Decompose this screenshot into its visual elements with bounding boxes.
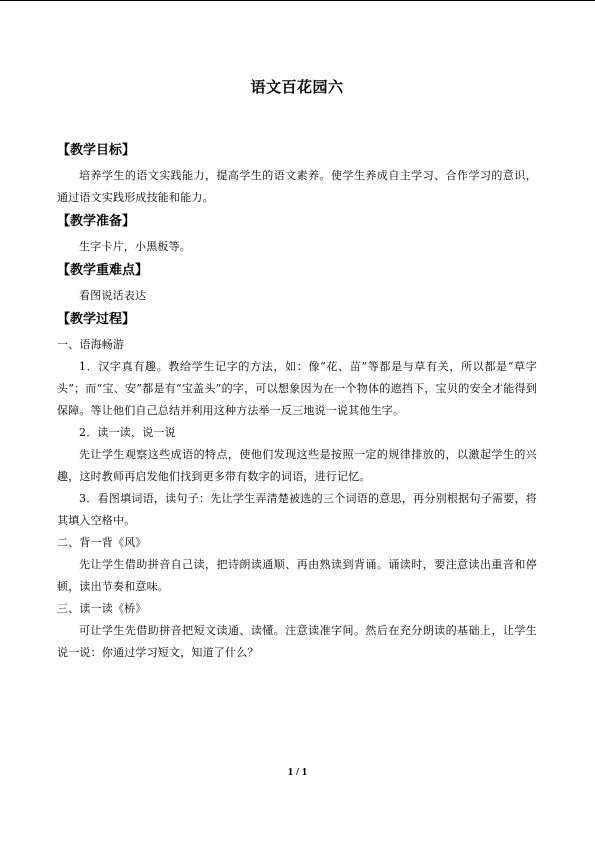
document-body: [57, 142, 537, 664]
section-paragraph: 培养学生的语文实践能力，提高学生的语文素养。使学生养成自主学习、合作学习的意识，通过语文实践形成技能和能力。: [57, 169, 537, 204]
section-heading: 【教学准备】: [57, 214, 136, 229]
section-paragraph: 看图说话表达: [79, 289, 147, 302]
section-paragraph: 一、语海畅游: [57, 338, 125, 351]
section-paragraph: 1．汉字真有趣。教给学生记字的方法，如：像“花、苗”等都是与草有关，所以都是“草字头”；而“宝、安”都是有“宝盖头”的字，可以想象因为在一个物体的遮挡下，宝贝的安全才能得到保障。等让他们自己总结并利用这种方法举一反三地说一说其他生字。: [57, 360, 537, 417]
section-heading: 【教学过程】: [57, 312, 136, 327]
section-paragraph: 先让学生借助拼音自己读，把诗朗读通顺、再由熟读到背诵。诵读时，要注意读出重音和停顿，读出节奏和意味。: [57, 558, 537, 593]
document-page: [57, 76, 537, 664]
section-paragraph: 二、背一背《风》: [57, 536, 147, 549]
top-border-line: [0, 0, 595, 1]
document-title: 语文百花园六: [250, 78, 344, 96]
section-paragraph: 2．读一读，说一说: [79, 426, 176, 439]
section-paragraph: 3．看图填词语，读句子：先让学生弄清楚被选的三个词语的意思，再分别根据句子需要，将其填入空格中。: [57, 492, 537, 527]
section-paragraph: 三、读一读《桥》: [57, 602, 147, 615]
section-paragraph: 先让学生观察这些成语的特点，使他们发现这些是按照一定的规律排放的，以激起学生的兴趣，这时教师再启发他们找到更多带有数字的词语，进行记忆。: [57, 448, 537, 483]
section-paragraph: 可让学生先借助拼音把短文读通、读懂。注意读准字间。然后在充分朗读的基础上，让学生说一说：你通过学习短文，知道了什么？: [57, 624, 537, 659]
section-heading: 【教学重难点】: [57, 263, 149, 278]
page-number: 1 / 1: [287, 766, 308, 778]
section-paragraph: 生字卡片，小黑板等。: [79, 240, 191, 253]
section-heading: 【教学目标】: [57, 143, 136, 158]
